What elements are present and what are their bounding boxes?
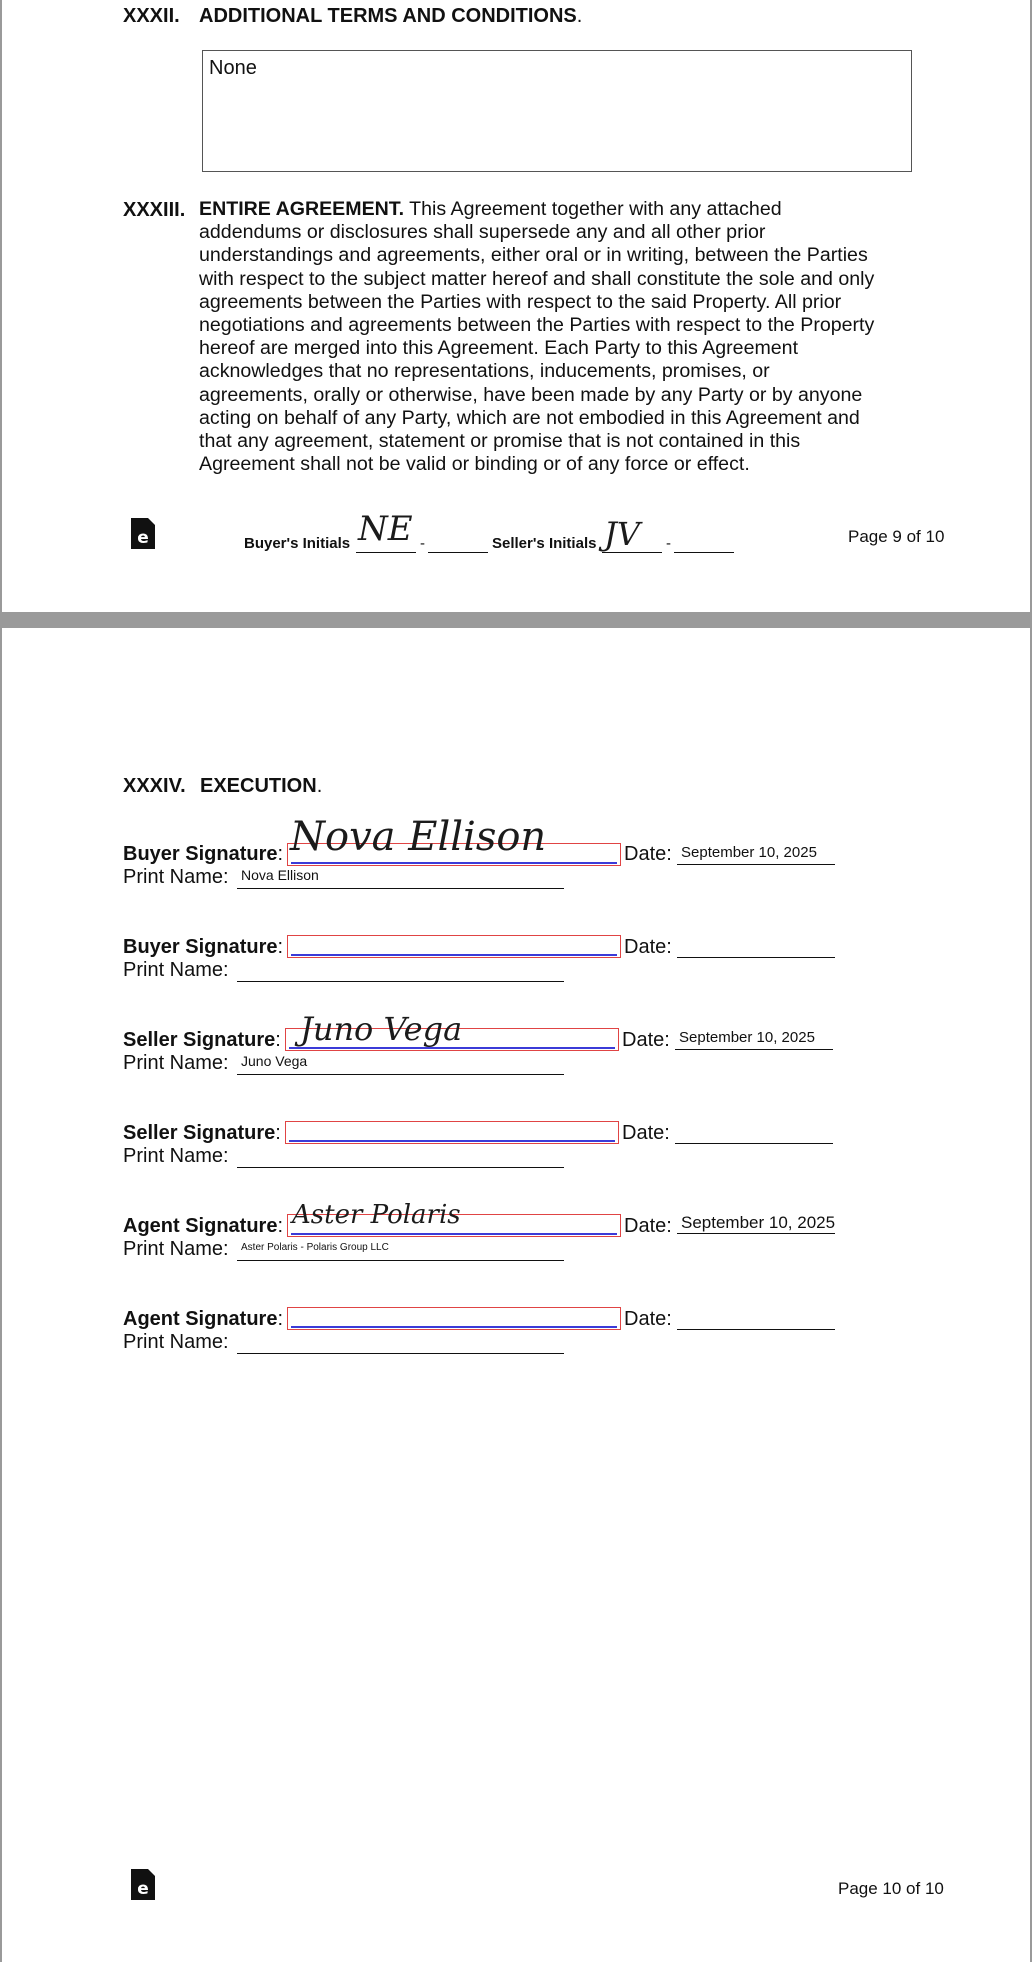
agent-signature-image: Aster Polaris bbox=[292, 1200, 461, 1230]
signature-label: Agent Signature: bbox=[123, 1215, 284, 1237]
buyer-print-name-field[interactable] bbox=[237, 868, 564, 889]
paragraph-line: acknowledges that no representations, inducements, promises, or bbox=[199, 360, 770, 383]
seller-print-name-field-2[interactable] bbox=[237, 1147, 564, 1168]
date-value: September 10, 2025 bbox=[681, 1213, 836, 1232]
page-number: Page 10 of 10 bbox=[838, 1879, 944, 1898]
seller-initials-field-2[interactable] bbox=[674, 537, 734, 553]
seller-date-field-2[interactable] bbox=[675, 1123, 833, 1144]
signature-label-text: Agent Signature bbox=[123, 1215, 278, 1237]
buyer-signature-field-2[interactable] bbox=[287, 935, 621, 958]
svg-text:e: e bbox=[137, 1879, 149, 1899]
date-label: Date: bbox=[622, 1029, 670, 1051]
paragraph-line: that any agreement, statement or promise that is not contained in this bbox=[199, 430, 801, 453]
paragraph-line bbox=[199, 198, 921, 221]
buyer-print-name-field-2[interactable] bbox=[237, 961, 564, 982]
section-title-text: ADDITIONAL TERMS AND CONDITIONS bbox=[199, 5, 577, 27]
entire-agreement-paragraph bbox=[199, 198, 921, 476]
date-label: Date: bbox=[624, 1308, 672, 1330]
agent-print-name-field[interactable] bbox=[237, 1240, 564, 1261]
svg-text:e: e bbox=[137, 528, 149, 548]
paragraph-line-text: This Agreement together with any attached bbox=[404, 198, 782, 220]
section-title-text: EXECUTION bbox=[200, 775, 317, 797]
date-label: Date: bbox=[624, 1215, 672, 1237]
agent-signature-field-2[interactable] bbox=[287, 1307, 621, 1330]
print-name-label: Print Name: bbox=[123, 1238, 229, 1260]
print-name-value: Juno Vega bbox=[241, 1053, 308, 1069]
signature-label-text: Seller Signature bbox=[123, 1029, 276, 1051]
print-name-label: Print Name: bbox=[123, 866, 229, 888]
section-number: XXXIV. bbox=[123, 775, 186, 797]
initials-separator: - bbox=[420, 535, 425, 552]
buyer-initials-signature: NE bbox=[358, 509, 413, 549]
paragraph-line: hereof are merged into this Agreement. Each Party to this Agreement bbox=[199, 337, 799, 360]
paragraph-line: agreements, orally or otherwise, have been made by any Party or by anyone bbox=[199, 383, 863, 406]
date-label: Date: bbox=[622, 1122, 670, 1144]
buyer-initials-label: Buyer's Initials bbox=[244, 535, 351, 552]
date-label: Date: bbox=[624, 843, 672, 865]
seller-initials-label: Seller's Initials bbox=[492, 535, 597, 552]
date-value: September 10, 2025 bbox=[681, 844, 817, 861]
signature-label: Seller Signature: bbox=[123, 1029, 281, 1051]
print-name-label: Print Name: bbox=[123, 959, 229, 981]
section-title bbox=[199, 5, 582, 28]
seller-print-name-field[interactable] bbox=[237, 1054, 564, 1075]
seller-signature-field-2[interactable] bbox=[285, 1121, 619, 1144]
paragraph-line: Agreement shall not be valid or binding or of any force or effect. bbox=[199, 453, 750, 476]
document-page-10 bbox=[2, 628, 1030, 1962]
seller-date-field[interactable] bbox=[675, 1029, 833, 1050]
section-title-period: . bbox=[316, 775, 323, 797]
signature-label: Buyer Signature: bbox=[123, 936, 284, 958]
signature-label-text: Agent Signature bbox=[123, 1308, 278, 1330]
section-title-period: . bbox=[576, 5, 583, 27]
signature-label: Buyer Signature: bbox=[123, 843, 284, 865]
seller-signature-image: Juno Vega bbox=[300, 1010, 463, 1048]
agent-date-field-2[interactable] bbox=[677, 1309, 835, 1330]
seller-initials-signature: JV bbox=[604, 515, 640, 553]
eforms-logo-icon bbox=[131, 1869, 155, 1900]
buyer-date-field[interactable] bbox=[677, 844, 835, 865]
paragraph-line: negotiations and agreements between the Parties with respect to the Property bbox=[199, 314, 875, 337]
initials-separator: - bbox=[666, 535, 671, 552]
paragraph-line: addendums or disclosures shall supersede any and all other prior bbox=[199, 221, 766, 244]
additional-terms-field[interactable] bbox=[202, 50, 912, 172]
section-number: XXXIII. bbox=[123, 199, 186, 221]
buyer-date-field-2[interactable] bbox=[677, 937, 835, 958]
section-title bbox=[200, 775, 322, 798]
signature-label-text: Seller Signature bbox=[123, 1122, 276, 1144]
signature-label-text: Buyer Signature bbox=[123, 936, 278, 958]
section-title: ENTIRE AGREEMENT. bbox=[199, 198, 405, 220]
paragraph-line: understandings and agreements, either oral or in writing, between the Parties bbox=[199, 244, 868, 267]
date-label: Date: bbox=[624, 936, 672, 958]
section-number: XXXII. bbox=[123, 5, 180, 27]
additional-terms-value: None bbox=[209, 57, 257, 79]
print-name-value: Nova Ellison bbox=[241, 867, 319, 883]
signature-label: Agent Signature: bbox=[123, 1308, 284, 1330]
paragraph-line: with respect to the subject matter hereof and shall constitute the sole and only bbox=[199, 267, 875, 290]
print-name-label: Print Name: bbox=[123, 1331, 229, 1353]
paragraph-line: acting on behalf of any Party, which are not embodied in this Agreement and bbox=[199, 406, 860, 429]
signature-label-text: Buyer Signature bbox=[123, 843, 278, 865]
signature-label: Seller Signature: bbox=[123, 1122, 281, 1144]
print-name-value: Aster Polaris - Polaris Group LLC bbox=[241, 1242, 389, 1253]
paragraph-line: agreements between the Parties with respect to the said Property. All prior bbox=[199, 290, 842, 313]
document-page-9 bbox=[2, 0, 1030, 612]
agent-print-name-field-2[interactable] bbox=[237, 1333, 564, 1354]
date-value: September 10, 2025 bbox=[679, 1029, 815, 1046]
buyer-initials-field-2[interactable] bbox=[428, 537, 488, 553]
print-name-label: Print Name: bbox=[123, 1145, 229, 1167]
print-name-label: Print Name: bbox=[123, 1052, 229, 1074]
page-number: Page 9 of 10 bbox=[848, 527, 945, 546]
agent-date-field[interactable] bbox=[677, 1213, 835, 1234]
buyer-signature-image: Nova Ellison bbox=[290, 814, 547, 860]
eforms-logo-icon bbox=[131, 518, 155, 549]
